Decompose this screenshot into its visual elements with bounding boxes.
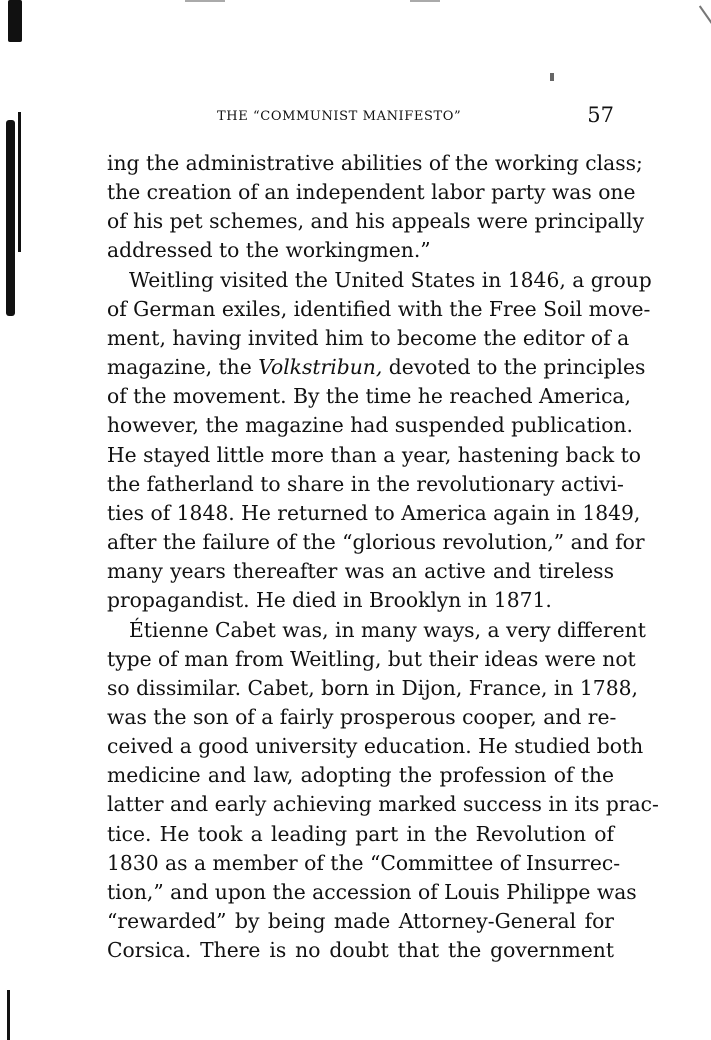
body-text: [107, 149, 659, 965]
scan-artifact-bottom-line: [7, 990, 10, 1040]
text-line: many years thereafter was an active and tireless: [107, 559, 614, 584]
text-line: He stayed little more than a year, hastening back to: [107, 442, 642, 467]
scan-artifact-margin-line: [18, 112, 21, 252]
scan-artifact-top-line: [185, 0, 225, 2]
text-line: type of man from Weitling, but their ideas were not: [107, 646, 636, 671]
text-line: medicine and law, adopting the profession of the: [107, 763, 614, 788]
scan-artifact-dot: [550, 73, 554, 81]
text-line: 1830 as a member of the “Committee of Insurrec-: [107, 850, 621, 875]
paragraph-3: [107, 616, 659, 966]
text-line: tion,” and upon the accession of Louis Philippe was: [107, 879, 637, 904]
scan-artifact-corner: [699, 5, 711, 24]
text-line: the creation of an independent labor party was one: [107, 180, 636, 205]
text-line: addressed to the workingmen.”: [107, 238, 431, 263]
text-line: Étienne Cabet was, in many ways, a very different: [129, 617, 646, 642]
paragraph-1: [107, 149, 645, 266]
text-line: was the son of a fairly prosperous cooper, and re-: [107, 704, 617, 729]
text-line: of his pet schemes, and his appeals were principally: [107, 209, 645, 234]
text-line: ing the administrative abilities of the working class;: [107, 151, 643, 175]
text-line: Weitling visited the United States in 1846, a group: [129, 267, 652, 292]
text-line: “rewarded” by being made Attorney-General for: [107, 909, 614, 934]
text-line: the fatherland to share in the revolutionary activi-: [107, 471, 624, 496]
text-line: tice. He took a leading part in the Revolution of: [107, 821, 614, 846]
text-run: devoted to the principles: [382, 355, 646, 380]
scan-artifact-margin-bar: [6, 120, 15, 316]
paragraph-2: [107, 266, 652, 616]
text-line: of German exiles, identified with the Free Soil move-: [107, 296, 651, 321]
page-number: 57: [587, 103, 614, 127]
text-line: [107, 353, 646, 382]
page-header: [107, 103, 614, 131]
scan-artifact-top-left-mark: [14, 0, 20, 14]
magazine-title: Volkstribun,: [258, 355, 383, 380]
text-line: after the failure of the “glorious revolution,” and for: [107, 530, 645, 555]
text-line: ment, having invited him to become the editor of a: [107, 325, 630, 350]
text-line: so dissimilar. Cabet, born in Dijon, France, in 1788,: [107, 675, 638, 700]
text-line: of the movement. By the time he reached America,: [107, 384, 631, 409]
text-line: propagandist. He died in Brooklyn in 1871.: [107, 588, 552, 613]
text-line: Corsica. There is no doubt that the government: [107, 938, 614, 963]
text-run: magazine, the: [107, 355, 259, 380]
text-line: latter and early achieving marked success in its prac-: [107, 792, 659, 817]
scan-artifact-top-line-2: [410, 0, 440, 2]
text-line: however, the magazine had suspended publication.: [107, 413, 633, 438]
text-line: ceived a good university education. He studied both: [107, 734, 644, 759]
running-head: THE “COMMUNIST MANIFESTO”: [217, 109, 462, 124]
text-line: ties of 1848. He returned to America again in 1849,: [107, 500, 641, 525]
